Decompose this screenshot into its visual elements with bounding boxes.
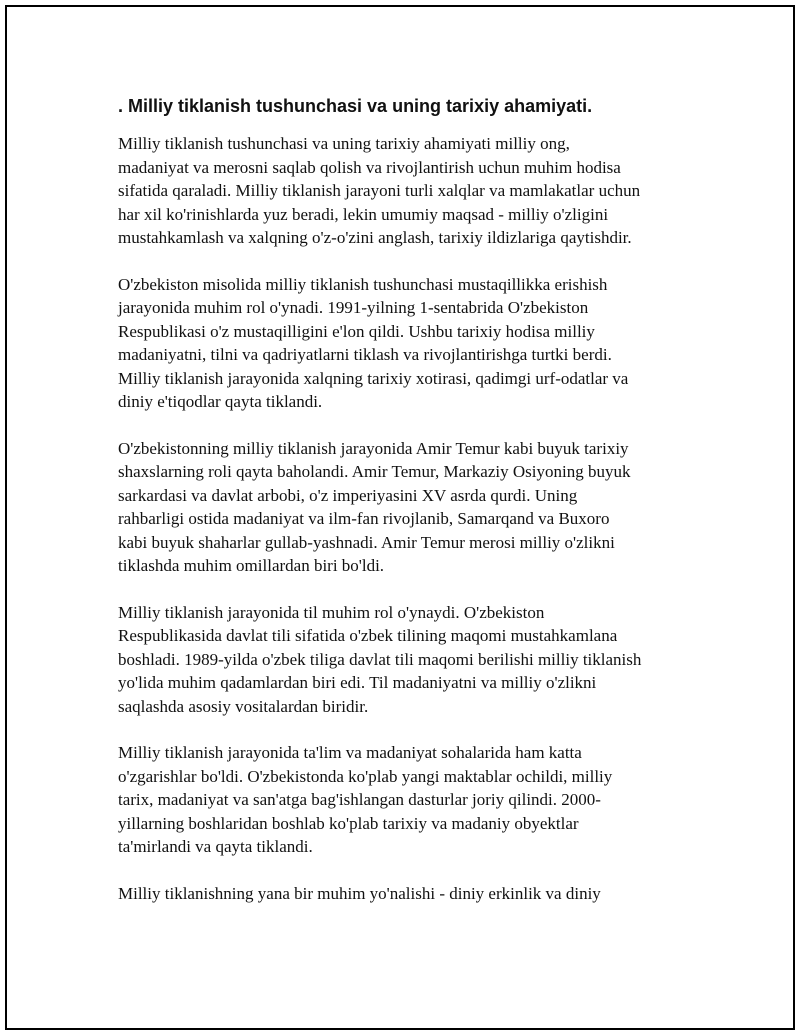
text-line: O'zbekiston misolida milliy tiklanish tushunchasi mustaqillikka erishish [118,274,608,294]
text-line: Respublikasida davlat tili sifatida o'zbek tilining maqomi mustahkamlana [118,626,618,645]
text-line: rahbarligi ostida madaniyat va ilm-fan rivojlanib, Samarqand va Buxoro [118,509,610,528]
text-line: Milliy tiklanish jarayonida ta'lim va madaniyat sohalarida ham katta [118,743,582,762]
text-line: tiklashda muhim omillardan biri bo'ldi. [118,556,385,575]
paragraph-4 [118,601,690,719]
text-line: sarkardasi va davlat arbobi, o'z imperiyasini XV asrda qurdi. Uning [118,485,578,505]
text-line: kabi buyuk shaharlar gullab-yashnadi. Amir Temur merosi milliy o'zlikni [118,532,615,552]
paragraph-3 [118,437,690,578]
text-line: Milliy tiklanish jarayonida xalqning tarixiy xotirasi, qadimgi urf-odatlar va [118,368,629,388]
text-line: boshladi. 1989-yilda o'zbek tiliga davlat tili maqomi berilishi milliy tiklanish [118,649,642,669]
text-line: saqlashda asosiy vositalardan biridir. [118,696,369,716]
text-line: Milliy tiklanishning yana bir muhim yo'nalishi - diniy erkinlik va diniy [118,883,601,903]
paragraph-2 [118,273,690,414]
text-line: har xil ko'rinishlarda yuz beradi, lekin umumiy maqsad - milliy o'zligini [118,204,609,224]
paragraph-1 [118,132,690,250]
document-title: . Milliy tiklanish tushunchasi va uning tarixiy ahamiyati. [118,96,593,116]
text-line: o'zgarishlar bo'ldi. O'zbekistonda ko'plab yangi maktablar ochildi, milliy [118,766,613,786]
text-line: Milliy tiklanish jarayonida til muhim rol o'ynaydi. O'zbekiston [118,602,545,622]
text-line: mustahkamlash va xalqning o'z-o'zini anglash, tarixiy ildizlariga qaytishdir. [118,228,632,247]
text-line: yo'lida muhim qadamlardan biri edi. Til madaniyatni va milliy o'zlikni [118,673,597,692]
text-line: shaxslarning roli qayta baholandi. Amir Temur, Markaziy Osiyoning buyuk [118,462,631,481]
text-line: tarix, madaniyat va san'atga bag'ishlangan dasturlar joriy qilindi. 2000- [118,790,601,809]
text-line: jarayonida muhim rol o'ynadi. 1991-yilning 1-sentabrida O'zbekiston [118,298,589,317]
paragraph-5 [118,741,690,859]
text-line: O'zbekistonning milliy tiklanish jarayonida Amir Temur kabi buyuk tarixiy [118,438,629,458]
text-line: Respublikasi o'z mustaqilligini e'lon qildi. Ushbu tarixiy hodisa milliy [118,321,595,341]
text-line: madaniyat va merosni saqlab qolish va rivojlantirish uchun muhim hodisa [118,157,621,177]
document-body [118,94,690,928]
text-line: yillarning boshlaridan boshlab ko'plab tarixiy va madaniy obyektlar [118,813,579,833]
text-line: sifatida qaraladi. Milliy tiklanish jarayoni turli xalqlar va mamlakatlar uchun [118,181,641,200]
paragraph-6 [118,882,690,906]
text-line: Milliy tiklanish tushunchasi va uning tarixiy ahamiyati milliy ong, [118,134,570,153]
text-line: ta'mirlandi va qayta tiklandi. [118,837,313,856]
text-line: madaniyatni, tilni va qadriyatlarni tiklash va rivojlantirishga turtki berdi. [118,345,612,364]
text-line: diniy e'tiqodlar qayta tiklandi. [118,392,323,411]
